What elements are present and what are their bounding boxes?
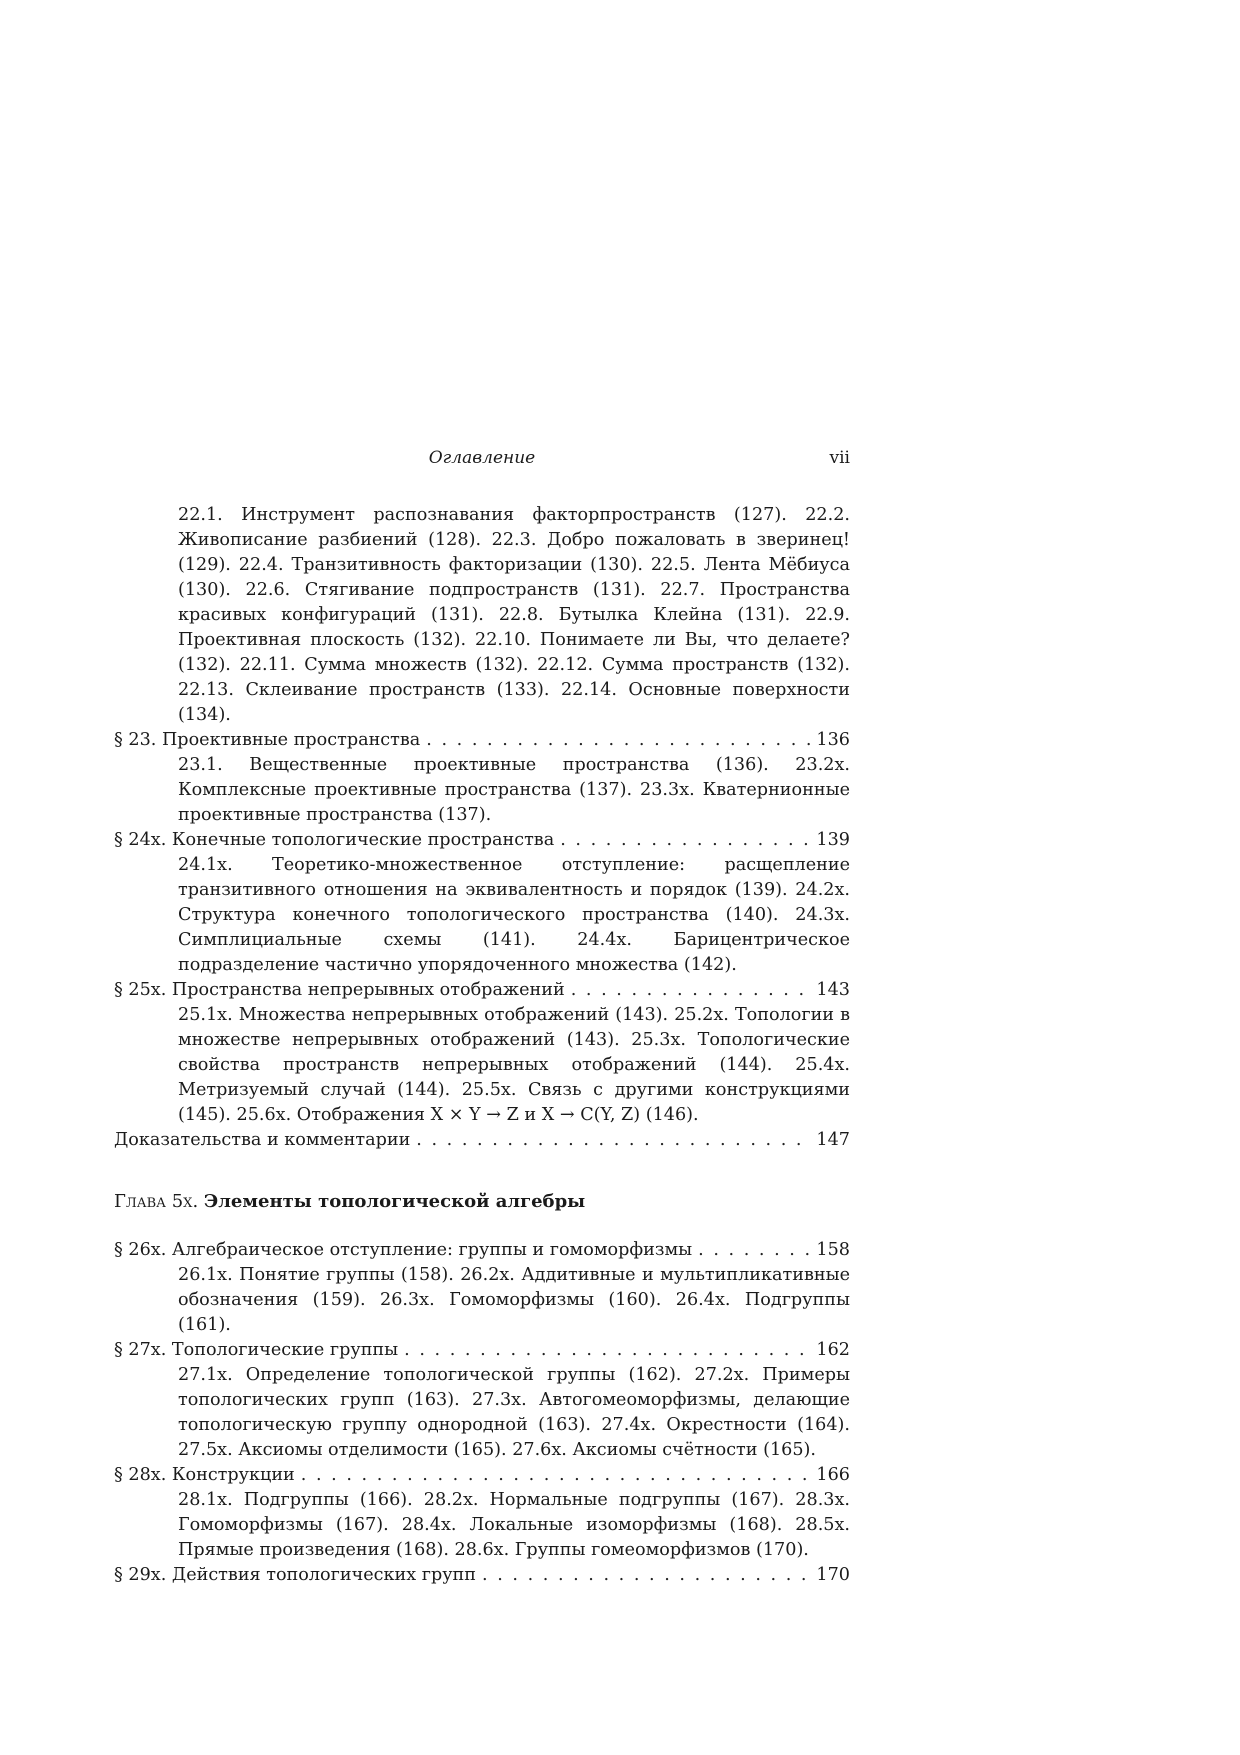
table-of-contents <box>114 503 850 1588</box>
toc-proofs-and-comments[interactable] <box>114 1128 850 1153</box>
dot-leader <box>482 1563 810 1588</box>
chapter-prefix: Глава 5x. <box>114 1191 199 1212</box>
toc-section-24[interactable] <box>114 828 850 853</box>
toc-section-25[interactable] <box>114 978 850 1003</box>
chapter-title: Элементы топологической алгебры <box>203 1191 586 1212</box>
toc-page-number: 136 <box>816 730 850 750</box>
toc-section-title: § 29x. Действия топологических групп <box>114 1565 477 1585</box>
toc-page-number: 143 <box>816 980 850 1000</box>
toc-section-29[interactable] <box>114 1563 850 1588</box>
toc-subsections: 26.1x. Понятие группы (158). 26.2x. Аддитивные и мультипликативные обозначения (159). 26.3x. Гомоморфизмы (160). 26.4x. Подгруппы (161). <box>178 1265 850 1335</box>
toc-section-title: Доказательства и комментарии <box>114 1130 411 1150</box>
toc-page-number: 162 <box>816 1340 850 1360</box>
toc-section-title: § 25x. Пространства непрерывных отображений <box>114 980 565 1000</box>
toc-page-number: 166 <box>816 1465 850 1485</box>
toc-page-number: 158 <box>816 1240 850 1260</box>
toc-section-26[interactable] <box>114 1238 850 1263</box>
toc-section-title: § 26x. Алгебраическое отступление: группы и гомоморфизмы <box>114 1240 693 1260</box>
toc-subsections: 24.1x. Теоретико-множественное отступление: расщепление транзитивного отношения на эквивалентность и порядок (139). 24.2x. Структура конечного топологического пространства (140). 24.3x. Симплициальные схемы (141). 24.4x. Барицентрическое подразделение частично упорядоченного множества (142). <box>178 855 850 975</box>
toc-subsections: 28.1x. Подгруппы (166). 28.2x. Нормальные подгруппы (167). 28.3x. Гомоморфизмы (167). 28.4x. Локальные изоморфизмы (168). 28.5x. Прямые произведения (168). 28.6x. Группы гомеоморфизмов (170). <box>178 1490 850 1560</box>
toc-subsections: 23.1. Вещественные проективные пространства (136). 23.2x. Комплексные проективные пространства (137). 23.3x. Кватернионные проективные пространства (137). <box>178 755 850 825</box>
dot-leader <box>404 1338 810 1363</box>
toc-subsections: 25.1x. Множества непрерывных отображений (143). 25.2x. Топологии в множестве непрерывных отображений (143). 25.3x. Топологические свойства пространств непрерывных отображений (144). 25.4x. Метризуемый случай (144). 25.5x. Связь с другими конструкциями (145). 25.6x. Отображения X × Y → Z и X → C(Y, Z) (146). <box>178 1005 850 1125</box>
toc-section-title: § 24x. Конечные топологические пространства <box>114 830 555 850</box>
toc-page-number: 170 <box>816 1565 850 1585</box>
toc-section-28[interactable] <box>114 1463 850 1488</box>
toc-section-title: § 23. Проективные пространства <box>114 730 421 750</box>
toc-page-number: 147 <box>816 1130 850 1150</box>
toc-section-title: § 27x. Топологические группы <box>114 1340 399 1360</box>
toc-section-27[interactable] <box>114 1338 850 1363</box>
dot-leader <box>560 828 810 853</box>
dot-leader <box>301 1463 811 1488</box>
dot-leader <box>698 1238 810 1263</box>
page-number: vii <box>829 448 850 468</box>
dot-leader <box>426 728 810 753</box>
dot-leader <box>416 1128 810 1153</box>
toc-page-number: 139 <box>816 830 850 850</box>
toc-subsections: 27.1x. Определение топологической группы (162). 27.2x. Примеры топологических групп (163). 27.3x. Автогомеоморфизмы, делающие топологическую группу однородной (163). 27.4x. Окрестности (164). 27.5x. Аксиомы отделимости (165). 27.6x. Аксиомы счётности (165). <box>178 1365 850 1460</box>
chapter-heading <box>114 1189 850 1214</box>
toc-subsections: 22.1. Инструмент распознавания факторпространств (127). 22.2. Живописание разбиений (128). 22.3. Добро пожаловать в зверинец! (129). 22.4. Транзитивность факторизации (130). 22.5. Лента Мёбиуса (130). 22.6. Стягивание подпространств (131). 22.7. Пространства красивых конфигураций (131). 22.8. Бутылка Клейна (131). 22.9. Проективная плоскость (132). 22.10. Понимаете ли Вы, что делаете? (132). 22.11. Сумма множеств (132). 22.12. Сумма пространств (132). 22.13. Склеивание пространств (133). 22.14. Основные поверхности (134). <box>178 505 850 725</box>
dot-leader <box>571 978 811 1003</box>
running-header <box>114 448 850 474</box>
toc-section-23[interactable] <box>114 728 850 753</box>
toc-section-title: § 28x. Конструкции <box>114 1465 295 1485</box>
header-title: Оглавление <box>428 448 536 468</box>
